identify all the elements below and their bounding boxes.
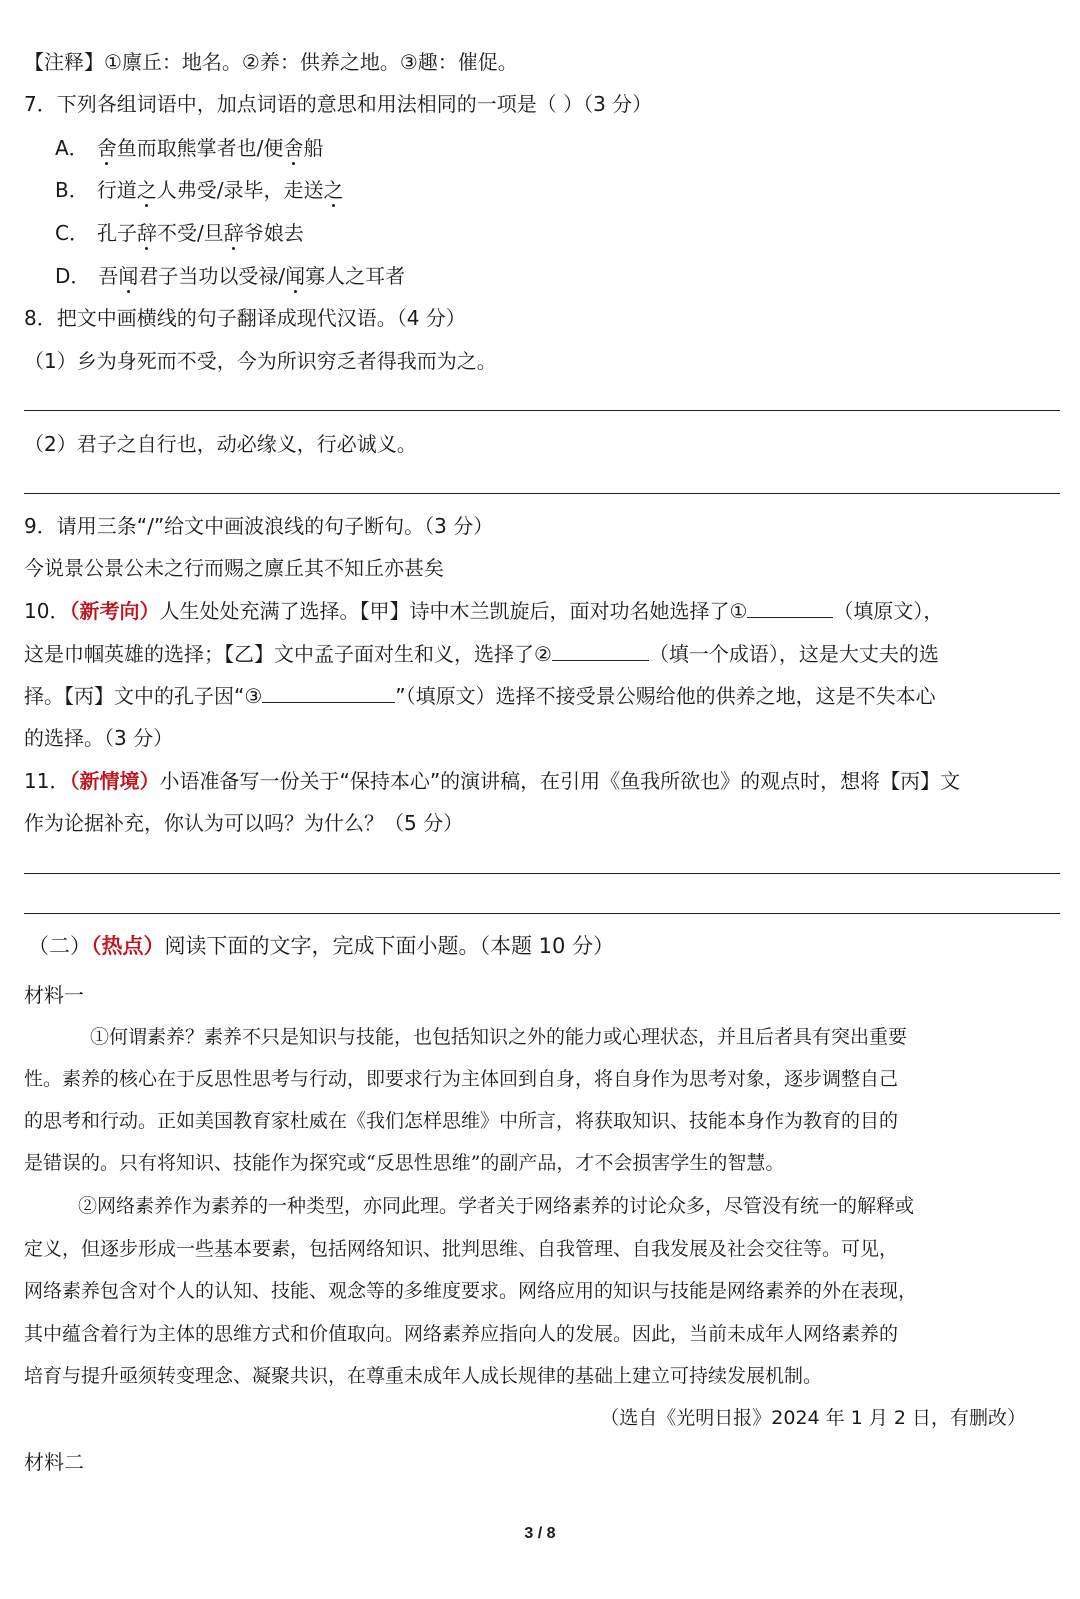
answer-line: [24, 493, 1060, 494]
q10-text: ”（填原文）选择不接受景公赐给他的供养之地，这是不失本心: [395, 684, 936, 708]
annotation-note: 【注释】①廪丘：地名。②养：供养之地。③趣：催促。: [24, 50, 518, 74]
answer-line: [24, 913, 1060, 914]
q10-blank-3[interactable]: [262, 682, 395, 703]
q7-option-b: [55, 176, 343, 204]
option-letter: B．: [55, 178, 89, 202]
dotted-word: 辞: [136, 221, 157, 245]
question-10-line-3: [24, 682, 936, 710]
option-text: 不受/旦: [156, 221, 224, 245]
material-1-p1-line: 性。素养的核心在于反思性思考与行动，即要求行为主体回到自身，将自身作为思考对象，逐步调整自己: [24, 1068, 899, 1090]
answer-line: [24, 873, 1060, 874]
option-text: 行道: [96, 178, 137, 202]
question-8-stem: 8．把文中画横线的句子翻译成现代汉语。（4 分）: [24, 306, 466, 330]
dotted-word: 舍: [96, 136, 117, 160]
material-1-source: （选自《光明日报》2024 年 1 月 2 日，有删改）: [600, 1407, 1026, 1429]
q10-text: （填原文），: [833, 599, 944, 623]
question-9-stem: 9．请用三条“/”给文中画波浪线的句子断句。（3 分）: [24, 514, 494, 538]
q10-tag: （新考向）: [69, 599, 160, 623]
option-text: 吾: [98, 264, 119, 288]
q7-option-c: [55, 219, 304, 247]
q8-sentence-1: （1）乡为身死而不受，今为所识穷乏者得我而为之。: [24, 349, 497, 373]
material-1-p1-line: ①何谓素养？素养不只是知识与技能，也包括知识之外的能力或心理状态，并且后者具有突出重要: [90, 1026, 908, 1048]
q8-sentence-2: （2）君子之自行也，动必缘义，行必诚义。: [24, 432, 417, 456]
question-10-line-4: 的选择。（3 分）: [24, 726, 174, 750]
section-2-heading: [28, 932, 614, 960]
dotted-word: 舍: [283, 136, 304, 160]
material-1-p2-line: 定义，但逐步形成一些基本要素，包括网络知识、批判思维、自我管理、自我发展及社会交往等。可见，: [24, 1238, 899, 1260]
dotted-word: 闻: [118, 264, 139, 288]
option-letter: D．: [55, 264, 91, 288]
q10-text: （填一个成语），这是大丈夫的选: [648, 642, 939, 666]
section-2-text: 阅读下面的文字，完成下面小题。（本题 10 分）: [164, 934, 615, 958]
material-1-p1-line: 的思考和行动。正如美国教育家杜威在《我们怎样思维》中所言，将获取知识、技能本身作为教育的目的: [24, 1110, 899, 1132]
question-7-stem: 7．下列各组词语中，加点词语的意思和用法相同的一项是（ ）（3 分）: [24, 92, 653, 116]
q9-sentence: 今说景公景公未之行而赐之廪丘其不知丘亦甚矣: [24, 556, 444, 580]
dotted-word: 之: [323, 178, 344, 202]
material-1-p1-line: 是错误的。只有将知识、技能作为探究或“反思性思维”的副产品，才不会损害学生的智慧。: [24, 1152, 785, 1174]
material-2-title: 材料二: [24, 1450, 84, 1474]
dotted-word: 辞: [223, 221, 244, 245]
question-10-line-2: [24, 640, 939, 668]
page-number: 3 / 8: [524, 1525, 556, 1542]
option-text: 船: [303, 136, 324, 160]
option-letter: A．: [55, 136, 89, 160]
option-text: 鱼而取熊掌者也/便: [116, 136, 284, 160]
q11-tag: （新情境）: [69, 769, 160, 793]
option-letter: C．: [55, 221, 89, 245]
q11-text: 小语准备写一份关于“保持本心”的演讲稿，在引用《鱼我所欲也》的观点时，想将【丙】文: [159, 769, 961, 793]
q10-text: 人生处处充满了选择。【甲】诗中木兰凯旋后，面对功名她选择了①: [159, 599, 748, 623]
question-10-line-1: [24, 597, 943, 625]
dotted-word: 之: [136, 178, 157, 202]
question-11-line-2: 作为论据补充，你认为可以吗？为什么？（5 分）: [24, 811, 464, 835]
option-text: 君子当功以受禄/: [138, 264, 286, 288]
section-2-tag: （热点）: [91, 934, 165, 958]
material-1-p2-line: ②网络素养作为素养的一种类型，亦同此理。学者关于网络素养的讨论众多，尽管没有统一的解释或: [78, 1195, 915, 1217]
question-11-line-1: [24, 767, 960, 795]
q7-option-d: [55, 262, 405, 290]
q10-text: 这是巾帼英雄的选择；【乙】文中孟子面对生和义，选择了②: [24, 642, 552, 666]
option-text: 爷娘去: [243, 221, 304, 245]
q7-option-a: [55, 134, 323, 162]
option-text: 人弗受/录毕，走送: [156, 178, 324, 202]
material-1-p2-line: 培育与提升亟须转变理念、凝聚共识，在尊重未成年人成长规律的基础上建立可持续发展机制。: [24, 1365, 823, 1387]
q11-number: 11．: [24, 769, 70, 793]
q10-blank-1[interactable]: [747, 597, 833, 618]
section-2-number: （二）: [28, 934, 91, 958]
q10-number: 10．: [24, 599, 70, 623]
q10-blank-2[interactable]: [552, 640, 649, 661]
option-text: 寡人之耳者: [305, 264, 406, 288]
dotted-word: 闻: [285, 264, 306, 288]
q10-text: 择。【丙】文中的孔子因“③: [24, 684, 263, 708]
material-1-p2-line: 网络素养包含对个人的认知、技能、观念等的多维度要求。网络应用的知识与技能是网络素养的外在表现，: [24, 1280, 918, 1302]
option-text: 孔子: [96, 221, 137, 245]
answer-line: [24, 410, 1060, 411]
material-1-p2-line: 其中蕴含着行为主体的思维方式和价值取向。网络素养应指向人的发展。因此，当前未成年人网络素养的: [24, 1323, 899, 1345]
material-1-title: 材料一: [24, 983, 84, 1007]
